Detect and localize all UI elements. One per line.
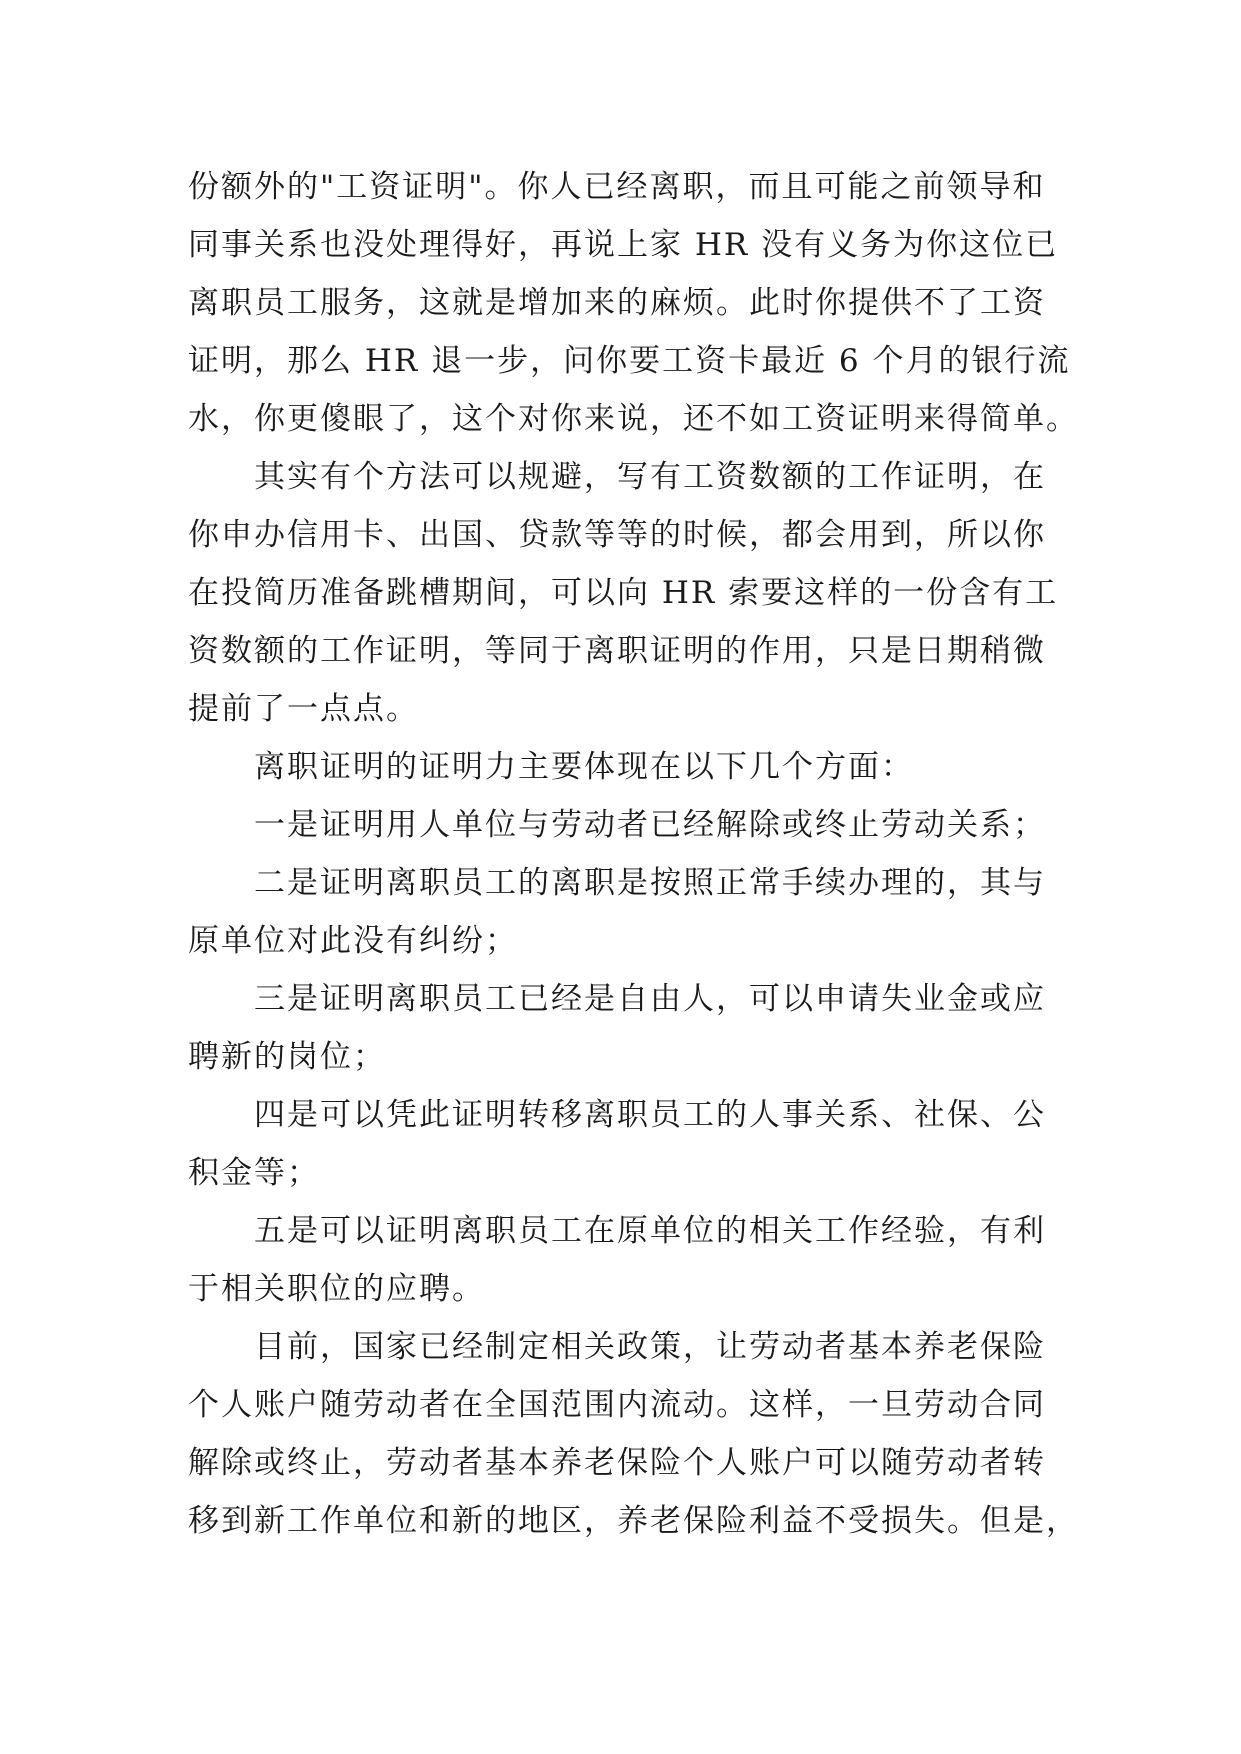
text-line: 解除或终止，劳动者基本养老保险个人账户可以随劳动者转 xyxy=(188,1445,1046,1481)
text-line: 个人账户随劳动者在全国范围内流动。这样，一旦劳动合同 xyxy=(188,1387,1046,1423)
text-line: 在投简历准备跳槽期间，可以向 HR 索要这样的一份含有工 xyxy=(188,575,1059,611)
text-line: 份额外的"工资证明"。你人已经离职，而且可能之前领导和 xyxy=(188,169,1046,205)
list-item-line: 二是证明离职员工的离职是按照正常手续办理的，其与 xyxy=(254,865,1046,901)
text-line: 你申办信用卡、出国、贷款等等的时候，都会用到，所以你 xyxy=(188,517,1046,553)
text-line: 移到新工作单位和新的地区，养老保险利益不受损失。但是， xyxy=(188,1503,1079,1539)
list-item-line: 四是可以凭此证明转移离职员工的人事关系、社保、公 xyxy=(254,1097,1046,1133)
paragraph-first-line: 目前，国家已经制定相关政策，让劳动者基本养老保险 xyxy=(254,1329,1046,1365)
list-item-line: 五是可以证明离职员工在原单位的相关工作经验，有利 xyxy=(254,1213,1046,1249)
body-text xyxy=(188,158,1079,1550)
text-line: 提前了一点点。 xyxy=(188,691,419,727)
text-line: 水，你更傻眼了，这个对你来说，还不如工资证明来得简单。 xyxy=(188,401,1079,437)
text-line: 于相关职位的应聘。 xyxy=(188,1271,485,1307)
list-item-line: 一是证明用人单位与劳动者已经解除或终止劳动关系； xyxy=(254,807,1046,843)
text-line: 资数额的工作证明，等同于离职证明的作用，只是日期稍微 xyxy=(188,633,1046,669)
paragraph-first-line: 离职证明的证明力主要体现在以下几个方面： xyxy=(254,749,914,785)
text-line: 聘新的岗位； xyxy=(188,1039,386,1075)
paragraph-first-line: 其实有个方法可以规避，写有工资数额的工作证明，在 xyxy=(254,459,1046,495)
text-line: 原单位对此没有纠纷； xyxy=(188,923,518,959)
text-line: 积金等； xyxy=(188,1155,320,1191)
list-item-line: 三是证明离职员工已经是自由人，可以申请失业金或应 xyxy=(254,981,1046,1017)
text-line: 证明，那么 HR 退一步，问你要工资卡最近 6 个月的银行流 xyxy=(188,343,1071,379)
text-line: 离职员工服务，这就是增加来的麻烦。此时你提供不了工资 xyxy=(188,285,1046,321)
text-line: 同事关系也没处理得好，再说上家 HR 没有义务为你这位已 xyxy=(188,227,1059,263)
